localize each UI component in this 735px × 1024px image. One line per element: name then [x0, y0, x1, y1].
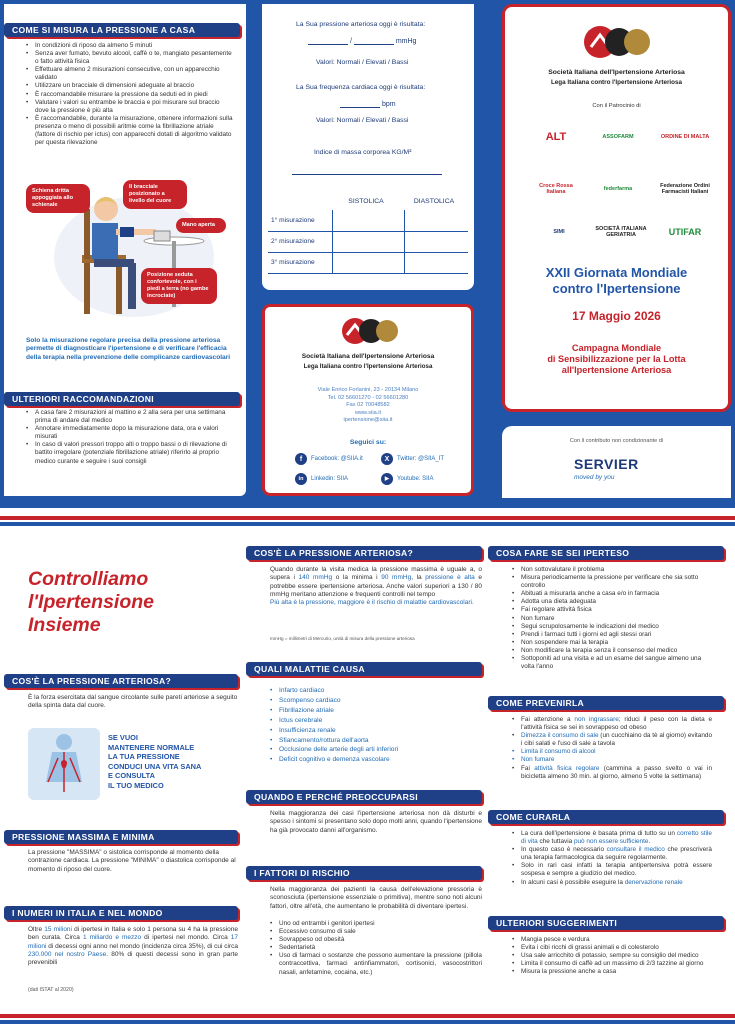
section-header-prevent: COME PREVENIRLA: [488, 696, 724, 710]
list-item: • Non modificare la terapia senza il consenso del medico: [512, 647, 712, 655]
linkedin-icon: in: [295, 473, 307, 485]
section-header-measure-home: COME SI MISURA LA PRESSIONE A CASA: [4, 23, 240, 37]
pressure-slash: /: [349, 38, 352, 45]
list-item: • Solo in rari casi infatti la terapia antipertensiva potrà essere sospesa e sempre a giudizio del medico.: [512, 862, 712, 878]
sponsor-tagline: moved by you: [574, 474, 615, 481]
list-item: • Misura periodicamente la pressione per verificare che sia sotto controllo: [512, 574, 712, 590]
main-title: Controlliamo l'Ipertensione Insieme: [28, 568, 154, 636]
list-item: • Prendi i farmaci tutti i giorni ed agli stessi orari: [512, 631, 712, 639]
society-address: Viale Enrico Forlanini, 23 - 20134 Milano Tel. 02 56601270 - 02 56601280 Fax 02 70048582 www.siia.it ipertensione@siia.it: [265, 387, 471, 425]
campaign-text: Campagna Mondiale di Sensibilizzazione per la Lotta all'Ipertensione Arteriosa: [547, 343, 686, 375]
list-item: • Misura la pressione anche a casa: [512, 968, 712, 976]
list-item: • Limita il consumo di caffè ad un massimo di 2/3 tazzine al giorno: [512, 960, 712, 968]
list-item: • Ictus cerebrale: [270, 716, 482, 726]
section-header-diseases: QUALI MALATTIE CAUSA: [246, 662, 482, 676]
section-header-max-min: PRESSIONE MASSIMA E MINIMA: [4, 830, 238, 844]
hr-blank: [340, 101, 380, 108]
section-header-tips: ULTERIORI SUGGERIMENTI: [488, 916, 724, 930]
siia-logo: [341, 317, 399, 345]
measurement-form-panel: [262, 4, 474, 290]
pressure-line: [308, 38, 416, 45]
list-item: • Valutare i valori su entrambe le braccia e poi misurare sul braccio dove la pressione è più alta: [26, 99, 234, 115]
list-item: • Sottoponiti ad una visita e ad un esame del sangue almeno una volta l'anno: [512, 655, 712, 671]
table-row: 2° misurazione: [268, 231, 468, 252]
pressure-def-text: Quando durante la visita medica la pressione massima è uguale a, o supera i 140 mmHg o la minima i 90 mmHg, la pressione è alta e potrebbe essere ipertensione arteriosa. Anche valori superiori a 130 / 80 mmHg meritano attenzione e frequenti controlli nel tempo Più alta è la pressione, maggiore è il rischio di malattie cardiovascolari.: [270, 566, 483, 607]
twitter-icon: X: [381, 453, 393, 465]
list-item: • Segui scrupolosamente le indicazioni del medico: [512, 623, 712, 631]
list-item: • Uso di farmaci o sostanze che possono aumentare la pressione (pillola contraccettiva, farmaci antinfiammatori, cortisonici, vasocostrittori nasali, anfetamine, cocaina, etc.): [270, 952, 482, 976]
section-header-recommendations: ULTERIORI RACCOMANDAZIONI: [4, 392, 240, 406]
list-item: • Non fumare: [512, 756, 712, 764]
list-item: • In questo caso è necessario consultare il medico che prescriverà una terapia farmacologica da seguire regolarmente.: [512, 846, 712, 862]
website-link[interactable]: www.siia.it: [354, 409, 382, 416]
section-header-pressure-def: COS'È LA PRESSIONE ARTERIOSA?: [246, 546, 482, 560]
list-item: • Sfiancamento/rottura dell'aorta: [270, 736, 482, 746]
cover-panel: [502, 4, 731, 412]
section-header-what-to-do: COSA FARE SE SEI IPERTESO: [488, 546, 724, 560]
measurement-table: [268, 192, 468, 274]
table-row: 1° misurazione: [268, 210, 468, 231]
email-link[interactable]: ipertensione@siia.it: [343, 417, 393, 424]
list-item: • Annotare immediatamente dopo la misurazione data, ora e valori misurati: [26, 425, 234, 441]
social-twitter[interactable]: X Twitter: @SIIA_IT: [381, 453, 444, 465]
logo-alt: ALT: [545, 131, 567, 143]
list-item: • Fai regolare attività fisica: [512, 606, 712, 614]
list-item: • Evita i cibi ricchi di grassi animali e di colesterolo: [512, 944, 712, 952]
social-linkedin[interactable]: in Linkedin: SIIA: [295, 473, 348, 485]
list-item: • Fai attività fisica regolare (cammina a passo svelto o vai in bicicletta almeno 30 min. al giorno, almeno 5 volte la settimana): [512, 765, 712, 781]
list-item: • Sedentarietà: [270, 944, 482, 952]
callout-hand: Mano aperta: [176, 218, 226, 233]
max-min-text: La pressione "MASSIMA" o sistolica corrisponde al momento della contrazione cardiaca. La pressione "MINIMA" o diastolica corrisponde al momento di riposo del cuore.: [28, 849, 236, 873]
mmhg-footnote: mmHg = millimetri di Mercurio, unità di misura della pressione arteriosa: [270, 636, 415, 641]
sponsor-panel: [502, 426, 731, 498]
list-item: • Utilizzare un bracciale di dimensioni adeguate al braccio: [26, 82, 234, 90]
list-item: • Limita il consumo di alcool: [512, 748, 712, 756]
bottom-top-band-blue: [0, 522, 735, 526]
list-item: • Fai attenzione a non ingrassare; riduci il peso con la dieta e l'attività fisica se sei in sovrappeso od obeso: [512, 716, 712, 732]
list-item: • Insufficienza renale: [270, 726, 482, 736]
numbers-source: (dati ISTAT al 2020): [28, 987, 74, 993]
logo-sigg: SOCIETÀ ITALIANA GERIATRIA: [595, 226, 647, 238]
list-item: • In caso di valori pressori troppo alti o troppo bassi o di rilevazione di battito irregolare (potenziale fibrillazione atriale) riferirlo al proprio medico curante e seguire i suoi consigli: [26, 441, 234, 465]
event-title: XXII Giornata Mondiale contro l'Ipertensione: [545, 265, 688, 296]
logo-red-cross: Croce Rossa Italiana: [539, 183, 573, 195]
siia-logo-cover: [583, 25, 651, 59]
list-item: • Abituati a misurarla anche a casa e/o in farmacia: [512, 590, 712, 598]
list-item: • È raccomandabile misurare la pressione da seduti ed in piedi: [26, 91, 234, 99]
risk-list: [270, 920, 482, 977]
hr-values: Valori: Normali / Elevati / Bassi: [316, 117, 409, 124]
sponsor-logo: SERVIER: [574, 456, 639, 472]
contrib-label: Con il contributo non condizionante di: [569, 438, 664, 444]
bottom-bottom-band-blue: [0, 1020, 735, 1024]
social-facebook[interactable]: f Facebook: @SIIA.it: [295, 453, 363, 465]
measurement-note: Solo la misurazione regolare precisa della pressione arteriosa permette di diagnosticare l'ipertensione e di verificare l'efficacia della terapia nella prevenzione delle complicanze cardiovascolari: [26, 337, 231, 361]
list-item: • Eccessivo consumo di sale: [270, 928, 482, 936]
social-youtube[interactable]: ▶ Youtube: SIIA: [381, 473, 433, 485]
facebook-icon: f: [295, 453, 307, 465]
pressure-values: Valori: Normali / Elevati / Bassi: [316, 59, 409, 66]
cover-society-sub: Lega Italiana contro l'Ipertensione Arteriosa: [550, 79, 683, 86]
society-sub: Lega Italiana contro l'Ipertensione Arteriosa: [303, 363, 433, 370]
patronage-label: Con il Patrocinio di: [592, 103, 641, 109]
bottom-bottom-band-red: [0, 1014, 735, 1018]
table-header-diastolic: DIASTOLICA: [413, 197, 455, 205]
youtube-icon: ▶: [381, 473, 393, 485]
cure-list: [512, 830, 712, 887]
table-header-systolic: SISTOLICA: [348, 197, 384, 205]
top-left-panel: [4, 4, 246, 496]
list-item: • Sovrappeso od obesità: [270, 936, 482, 944]
health-slogan: SE VUOI MANTENERE NORMALE LA TUA PRESSIONE CONDUCI UNA VITA SANA E CONSULTA IL TUO MEDICO: [108, 733, 202, 790]
what-is-pressure-text: È la forza esercitata dal sangue circolante sulle pareti arteriose a seguito della spinta data dal cuore.: [28, 694, 238, 710]
pressure-label: La Sua pressione arteriosa oggi è risultata:: [296, 21, 426, 28]
list-item: • Mangia pesce e verdura: [512, 936, 712, 944]
table-row: 3° misurazione: [268, 252, 468, 273]
list-item: • Non fumare: [512, 615, 712, 623]
bottom-top-band-red: [0, 516, 735, 520]
numbers-text: Oltre 15 milioni di ipertesi in Italia e solo 1 persona su 4 ha la pressione ben curata. Circa 1 miliardo e mezzo di ipertesi nel mondo. Circa 17 milioni di decessi ogni anno nel mondo (incidenza circa 35%), di cui circa 230.000 nel nostro Paese. 80% di questi decessi sono in gran parte prevenibili: [28, 926, 238, 967]
list-item: • Occlusione delle arterie degli arti inferiori: [270, 745, 482, 755]
section-header-cure: COME CURARLA: [488, 810, 724, 824]
hr-unit: bpm: [381, 101, 396, 108]
bmi-blank: [292, 174, 442, 175]
systolic-blank: [308, 38, 348, 45]
hr-line: [340, 101, 396, 108]
pressure-unit: mmHg: [395, 38, 417, 45]
recommendation-bullets: [26, 409, 234, 466]
list-item: • Scompenso cardiaco: [270, 696, 482, 706]
section-header-what-is-pressure: COS'È LA PRESSIONE ARTERIOSA?: [4, 674, 238, 688]
hr-label: La Sua frequenza cardiaca oggi è risultata:: [296, 84, 426, 91]
logo-fofi: Federazione Ordini Farmacisti Italiani: [660, 183, 710, 195]
logo-simi: SIMI: [553, 229, 565, 235]
todo-list: [512, 566, 712, 671]
list-item: • Uno od entrambi i genitori ipertesi: [270, 920, 482, 928]
prevent-list: [512, 716, 712, 781]
logo-federfarma: federfarma: [603, 186, 633, 192]
callout-back: Schiena dritta appoggiata allo schienale: [26, 184, 90, 213]
society-contact-panel: [262, 304, 474, 496]
list-item: • A casa fare 2 misurazioni al mattino e 2 alla sera per una settimana prima di andare dal medico: [26, 409, 234, 425]
list-item: • Non sottovalutare il problema: [512, 566, 712, 574]
list-item: • La cura dell'ipertensione è basata prima di tutto su un corretto stile di vita che tuttavia può non essere sufficiente.: [512, 830, 712, 846]
section-header-risk-factors: I FATTORI DI RISCHIO: [246, 866, 482, 880]
list-item: • Senza aver fumato, bevuto alcool, caffè o te, mangiato pesantemente o fatto attività fisica: [26, 50, 234, 66]
list-item: • Fibrillazione atriale: [270, 706, 482, 716]
bmi-label: Indice di massa corporea KG/M²: [314, 149, 412, 156]
list-item: • Non sospendere mai la terapia: [512, 639, 712, 647]
list-item: • In condizioni di riposo da almeno 5 minuti: [26, 42, 234, 50]
list-item: • Deficit cognitivo e demenza vascolare: [270, 755, 482, 765]
tips-list: [512, 936, 712, 976]
list-item: • Infarto cardiaco: [270, 686, 482, 696]
disease-list: [270, 686, 482, 765]
section-header-numbers: I NUMERI IN ITALIA E NEL MONDO: [4, 906, 238, 920]
callout-seat: Posizione seduta confortevole, con i piedi a terra (no gambe incrociate): [141, 268, 217, 304]
logo-malta: ORDINE DI MALTA: [660, 134, 710, 140]
follow-label: Seguici su:: [349, 439, 387, 446]
anatomy-image: [28, 728, 100, 800]
measure-bullets: [26, 42, 234, 147]
list-item: • Dimezza il consumo di sale (un cucchiaino da tè al giorno) evitando i cibi salati e l'uso di sale a tavola: [512, 732, 712, 748]
when-worry-text: Nella maggioranza dei casi l'ipertensione arteriosa non dà disturbi e spesso i sintomi si presentano solo dopo molti anni, quando l'ipertensione ha già provocato danni all'organismo.: [270, 810, 482, 834]
logo-utifar: UTIFAR: [668, 227, 702, 237]
society-name: Società Italiana dell'Ipertensione Arteriosa: [301, 353, 435, 360]
list-item: • In alcuni casi è possibile eseguire la denervazione renale: [512, 879, 712, 887]
section-header-when-worry: QUANDO E PERCHÉ PREOCCUPARSI: [246, 790, 482, 804]
logo-assofarm: ASSOFARM: [602, 134, 634, 140]
event-date: 17 Maggio 2026: [572, 309, 661, 323]
list-item: • Effettuare almeno 2 misurazioni consecutive, con un apparecchio validato: [26, 66, 234, 82]
diastolic-blank: [354, 38, 394, 45]
callout-cuff: Il bracciale posizionato a livello del cuore: [123, 180, 187, 209]
list-item: • È raccomandabile, durante la misurazione, ottenere informazioni sulla presenza o meno di possibili aritmie come la fibrillazione atriale (fattore di rischio per ictus) con apparecchi dotati di algoritmo validato per questa rilevazione: [26, 115, 234, 147]
risk-factors-text: Nella maggioranza dei pazienti la causa dell'elevazione pressoria è sconosciuta (ipertensione essenziale o primitiva), mentre sono noti alcuni fattori, oltre all'età, che aumentano le probabilità di diventare ipertesi.: [270, 886, 482, 910]
cover-society-name: Società Italiana dell'Ipertensione Arteriosa: [548, 69, 685, 76]
list-item: • Adotta una dieta adeguata: [512, 598, 712, 606]
list-item: • Usa sale arricchito di potassio, sempre su consiglio del medico: [512, 952, 712, 960]
